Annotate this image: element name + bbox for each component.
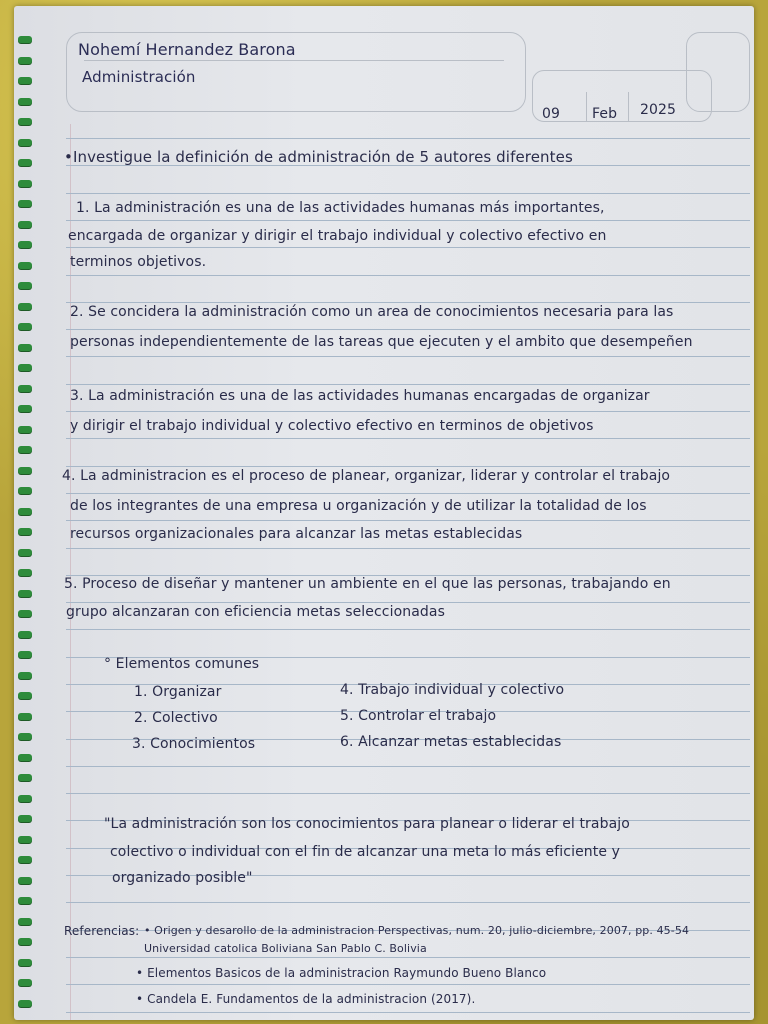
reference-1-publisher: Universidad catolica Boliviana San Pablo C. Bolivia [144,942,427,955]
spiral-hole [18,241,32,248]
date-day: 09 [542,106,561,122]
spiral-hole [18,282,32,289]
spiral-hole [18,139,32,146]
element-item: 2. Colectivo [134,710,218,726]
spiral-hole [18,487,32,494]
definition-1-line-2: encargada de organizar y dirigir el trabajo individual y colectivo efectivo en [68,228,607,244]
ruled-line [66,520,750,521]
definition-3-line-2: y dirigir el trabajo individual y colectivo efectivo en terminos de objetivos [70,418,594,434]
spiral-hole [18,118,32,125]
spiral-hole [18,979,32,986]
ruled-line [66,138,750,139]
ruled-line [66,247,750,248]
spiral-hole [18,713,32,720]
spiral-hole [18,323,32,330]
spiral-hole [18,610,32,617]
definition-2-line-2: personas independientemente de las tareas que ejecuten y el ambito que desempeñen [70,334,693,350]
definition-1-line-3: terminos objetivos. [70,254,207,270]
date-year: 2025 [640,102,677,118]
ruled-line [66,766,750,767]
assignment-prompt: •Investigue la definición de administración de 5 autores diferentes [64,148,573,166]
spiral-hole [18,877,32,884]
definition-4-line-1: 4. La administracion es el proceso de planear, organizar, liderar y controlar el trabajo [62,468,671,484]
spiral-hole [18,303,32,310]
spiral-hole [18,446,32,453]
ruled-line [66,193,750,194]
subject-title: Administración [82,68,196,86]
ruled-line [66,902,750,903]
spiral-hole [18,918,32,925]
spiral-hole [18,57,32,64]
conclusion-line-1: "La administración son los conocimientos para planear o liderar el trabajo [104,816,630,832]
spiral-hole [18,98,32,105]
spiral-hole [18,959,32,966]
definition-4-line-2: de los integrantes de una empresa u organización y de utilizar la totalidad de los [70,498,647,514]
ruled-line [66,629,750,630]
spiral-hole [18,590,32,597]
spiral-hole [18,77,32,84]
ruled-line [66,957,750,958]
spiral-hole [18,159,32,166]
spiral-hole [18,405,32,412]
conclusion-line-3: organizado posible" [112,870,253,886]
spiral-binding [14,6,44,1020]
element-item: 4. Trabajo individual y colectivo [340,682,565,698]
spiral-hole [18,754,32,761]
reference-1: • Origen y desarollo de la administracion Perspectivas, num. 20, julio-diciembre, 2007, pp. 45-54 [144,924,690,937]
spiral-hole [18,221,32,228]
references-label: Referencias: [64,924,140,938]
spiral-hole [18,508,32,515]
spiral-hole [18,836,32,843]
spiral-hole [18,528,32,535]
ruled-line [66,548,750,549]
reference-3: • Candela E. Fundamentos de la administracion (2017). [136,992,476,1006]
notebook-page [14,6,754,1020]
spiral-hole [18,467,32,474]
ruled-line [66,302,750,303]
spiral-hole [18,200,32,207]
ruled-line [66,356,750,357]
ruled-line [66,984,750,985]
ruled-line [66,602,750,603]
definition-4-line-3: recursos organizacionales para alcanzar las metas establecidas [70,526,523,542]
ruled-line [66,793,750,794]
definition-2-line-1: 2. Se concidera la administración como un area de conocimientos necesaria para las [70,304,674,320]
spiral-hole [18,180,32,187]
spiral-hole [18,631,32,638]
definition-3-line-1: 3. La administración es una de las actividades humanas encargadas de organizar [70,388,650,404]
element-item: 1. Organizar [134,684,222,700]
ruled-line [66,466,750,467]
spiral-hole [18,385,32,392]
spiral-hole [18,364,32,371]
spiral-hole [18,733,32,740]
definition-1-line-1: 1. La administración es una de las actividades humanas más importantes, [76,200,605,216]
spiral-hole [18,262,32,269]
ruled-line [66,384,750,385]
definition-5-line-1: 5. Proceso de diseñar y mantener un ambiente en el que las personas, trabajando en [64,576,671,592]
ruled-line [66,275,750,276]
ruled-line [66,220,750,221]
spiral-hole [18,672,32,679]
definition-5-line-2: grupo alcanzaran con eficiencia metas seleccionadas [66,604,445,620]
spiral-hole [18,569,32,576]
conclusion-line-2: colectivo o individual con el fin de alcanzar una meta lo más eficiente y [110,844,620,860]
reference-2: • Elementos Basicos de la administracion Raymundo Bueno Blanco [136,966,547,980]
element-item: 5. Controlar el trabajo [340,708,497,724]
spiral-hole [18,938,32,945]
date-divider [628,92,629,122]
spiral-hole [18,426,32,433]
spiral-hole [18,856,32,863]
element-item: 3. Conocimientos [132,736,256,752]
spiral-hole [18,774,32,781]
ruled-line [66,411,750,412]
element-item: 6. Alcanzar metas establecidas [340,734,562,750]
spiral-hole [18,1000,32,1007]
ruled-line [66,329,750,330]
spiral-hole [18,692,32,699]
spiral-hole [18,815,32,822]
ruled-line [66,493,750,494]
student-name: Nohemí Hernandez Barona [78,40,296,59]
spiral-hole [18,549,32,556]
elements-title: ° Elementos comunes [104,656,260,672]
date-divider [586,92,587,122]
spiral-hole [18,795,32,802]
spiral-hole [18,651,32,658]
ruled-line [66,1012,750,1013]
ruled-line [66,438,750,439]
header-divider [84,60,504,61]
spiral-hole [18,36,32,43]
spiral-hole [18,897,32,904]
date-month: Feb [592,106,618,122]
spiral-hole [18,344,32,351]
